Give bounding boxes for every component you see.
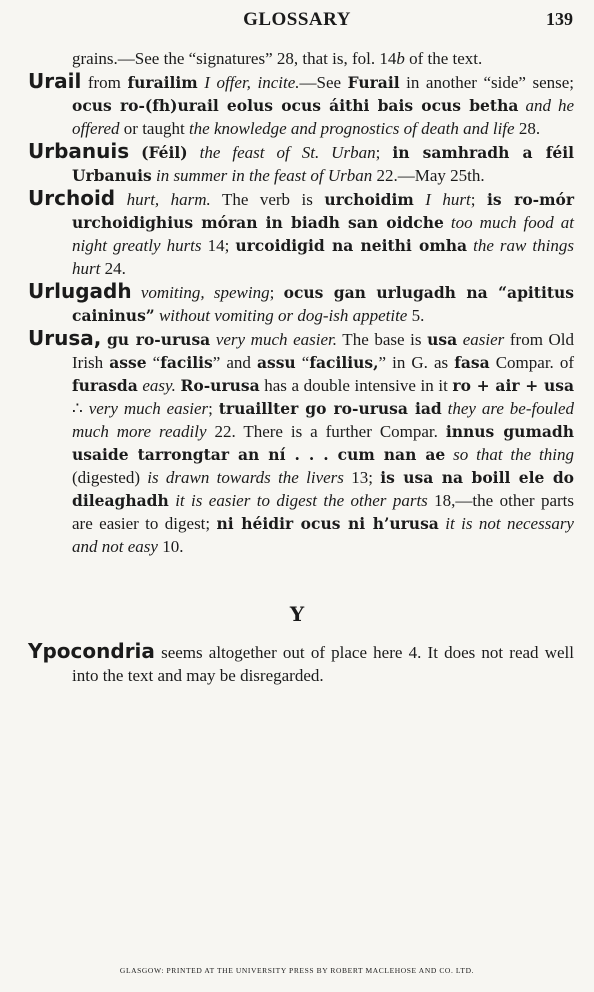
page-header <box>0 9 594 33</box>
glossary-entry-urchoid: Urchoid hurt, harm. The verb is urchoidim I hurt; is ro-mór urchoidighius móran in biadh san oidche too much food at night greatly hurts 14; urcoidigid na neithi omha the raw things hurt 24. <box>28 186 575 278</box>
glossary-entry-continued: grains.—See the “signatures” 28, that is, fol. 14b of the text. <box>72 49 483 68</box>
glossary-entry-urail: Urail from furailim I offer, incite.—See Furail in another “side” sense; ocus ro-(fh)urail eolus ocus áithi bais ocus betha and he offered or taught the knowledge and prognostics of death and life 28. <box>28 69 575 138</box>
headword: Urail <box>28 69 82 93</box>
page-number: 139 <box>546 9 573 29</box>
headword: Ypocondria <box>28 639 155 663</box>
headword: Urbanuis <box>28 139 130 163</box>
headword: Urchoid <box>28 186 116 210</box>
glossary-entry-urbanuis: Urbanuis (Féil) the feast of St. Urban; in samhradh a féil Urbanuis in summer in the feast of Urban 22.—May 25th. <box>28 139 575 185</box>
glossary-entry-ypocondria: Ypocondria seems altogether out of place here 4. It does not read well into the text and may be disregarded. <box>28 639 574 685</box>
glossary-body <box>0 47 594 687</box>
glossary-entry-urusa: Urusa, gu ro-urusa very much easier. The base is usa easier from Old Irish asse “facilis” and assu “facilius,” in G. as fasa Compar. of furasda easy. Ro-urusa has a double intensive in it ro + air + usa ∴ very much easier; truaillter go ro-urusa iad they are be-fouled much more readily 22. There is a further Compar. innus gumadh usaide tarrongtar an ní . . . cum nan ae so that the thing (digested) is drawn towards the livers 13; is usa na boill ele do dileaghadh it is easier to digest the other parts 18,—the other parts are easier to digest; ni héidir ocus ni h’urusa it is not necessary and not easy 10. <box>28 326 575 556</box>
glossary-entry-urlugadh: Urlugadh vomiting, spewing; ocus gan urlugadh na “apititus caininus” without vomiting or dog-ish appetite 5. <box>28 279 574 325</box>
section-letter-heading: Y <box>289 602 305 626</box>
headword: Urusa, <box>28 326 102 350</box>
printer-imprint: GLASGOW: PRINTED AT THE UNIVERSITY PRESS BY ROBERT MACLEHOSE AND CO. LTD. <box>119 966 475 975</box>
headword: Urlugadh <box>28 279 132 303</box>
running-head: GLOSSARY <box>243 9 351 30</box>
